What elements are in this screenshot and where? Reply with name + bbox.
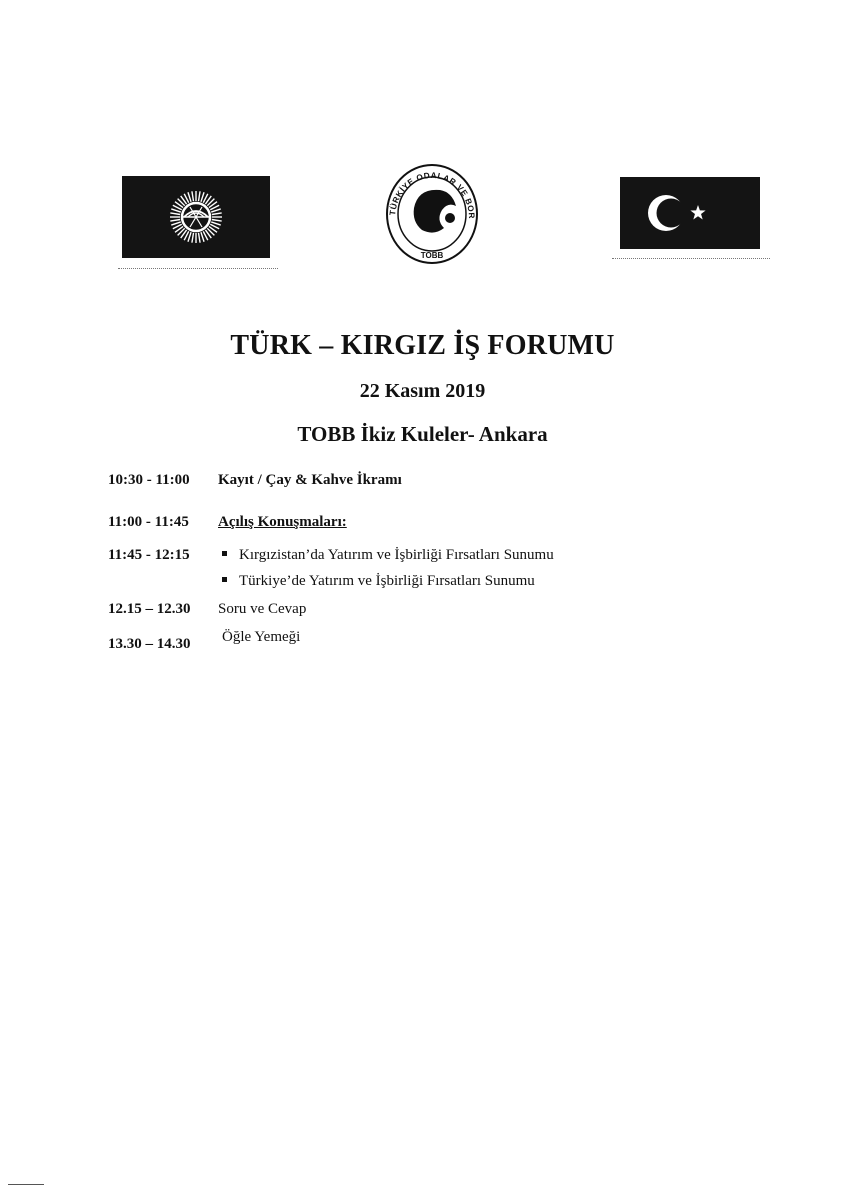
agenda-item: Kayıt / Çay & Kahve İkramı xyxy=(218,472,402,488)
forum-venue: TOBB İkiz Kuleler- Ankara xyxy=(297,422,548,446)
footer-mark xyxy=(8,1184,44,1185)
agenda-time: 10:30 - 11:00 xyxy=(108,472,190,488)
forum-title: TÜRK – KIRGIZ İŞ FORUMU xyxy=(230,330,615,361)
crescent-star-icon xyxy=(620,177,760,249)
bullet-icon xyxy=(222,577,227,582)
flag-underline xyxy=(118,268,278,269)
agenda-item: Öğle Yemeği xyxy=(222,629,301,645)
agenda-item: Açılış Konuşmaları: xyxy=(218,514,347,530)
agenda-time: 12.15 – 12.30 xyxy=(108,601,191,617)
kyrgyz-sun-emblem-icon xyxy=(122,176,270,258)
flag-underline xyxy=(612,258,770,259)
agenda-time: 13.30 – 14.30 xyxy=(108,636,191,652)
agenda-time: 11:45 - 12:15 xyxy=(108,547,190,563)
agenda-item: Soru ve Cevap xyxy=(218,601,307,617)
seal-bottom-text: TOBB xyxy=(420,251,444,260)
agenda-time: 11:00 - 11:45 xyxy=(108,514,189,530)
tobb-seal xyxy=(384,162,480,266)
kyrgyz-flag xyxy=(122,176,270,258)
agenda-bullet-item: Türkiye’de Yatırım ve İşbirliği Fırsatları Sunumu xyxy=(222,573,535,590)
seal-ring-text: TÜRKİYE ODALAR VE BOR xyxy=(388,170,477,220)
forum-date: 22 Kasım 2019 xyxy=(359,380,486,402)
bullet-icon xyxy=(222,551,227,556)
turkish-flag xyxy=(620,177,760,249)
agenda-bullet-item: Kırgızistan’da Yatırım ve İşbirliği Fırsatları Sunumu xyxy=(222,547,554,564)
